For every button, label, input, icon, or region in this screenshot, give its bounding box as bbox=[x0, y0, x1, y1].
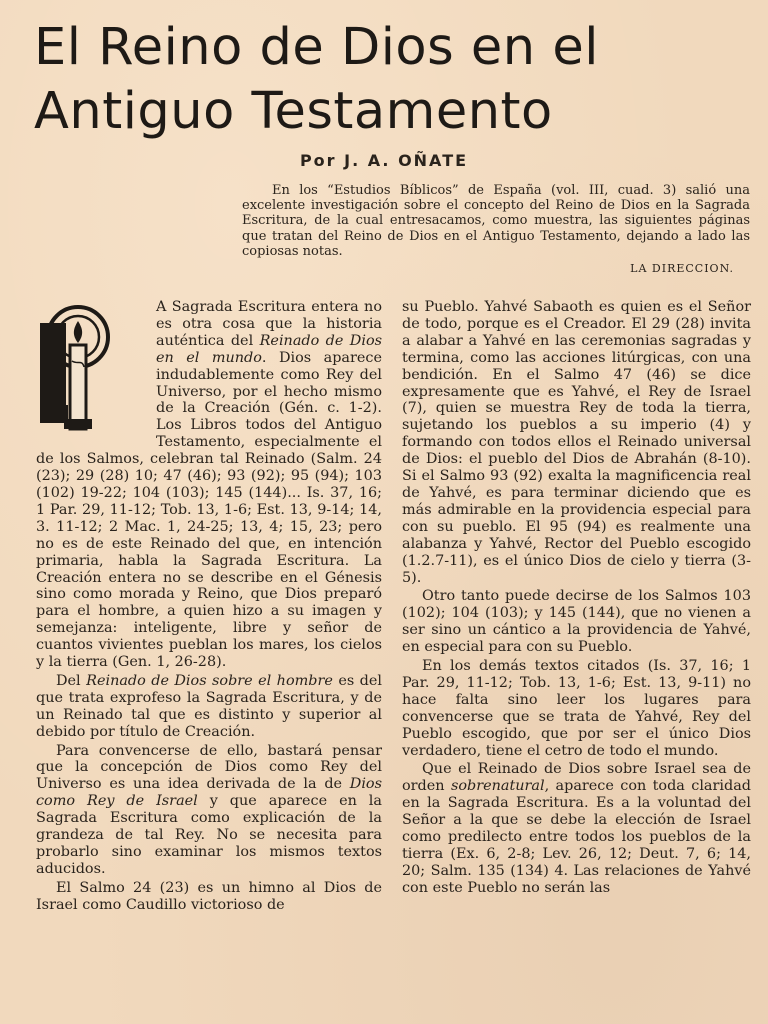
paragraph-4: El Salmo 24 (23) es un himno al Dios de Israel como Caudillo victorioso de bbox=[36, 879, 382, 913]
right-column bbox=[402, 299, 751, 899]
text-run: , aparece con toda claridad en la Sagrada Escritura. Es a la voluntad del Señor a la que se debe la elección de Israel como predilecto entre todos los pueblos de la tierra (Ex. 6, 2-8; Lev. 26, 12; Deut. 7, 6; 14, 20; Salm. 135 (134) 4. Las relaciones de Yahvé con este Pueblo no serán las bbox=[402, 778, 751, 896]
text-run: Que el Reinado de Dios sobre Israel sea de orden bbox=[402, 761, 751, 795]
text-run: A Sagrada Escritura entera no es otra cosa que la historia auténtica del bbox=[156, 299, 382, 349]
candle-icon bbox=[36, 301, 148, 437]
intro-signature: LA DIRECCION. bbox=[630, 262, 734, 275]
article-title bbox=[34, 16, 754, 144]
editorial-intro: En los “Estudios Bíblicos” de España (vol. III, cuad. 3) salió una excelente investigación sobre el concepto del Reino de Dios en la Sagrada Escritura, de la cual entresacamos, como muestra, las siguientes páginas que tratan del Reino de Dios en el Antiguo Testamento, dejando a lado las copiosas notas. bbox=[242, 183, 750, 259]
paragraph-3 bbox=[36, 743, 382, 878]
text-run: y que aparece en la Sagrada Escritura como explicación de la grandeza de tal Rey. No se necesita para probarlo sino examinar los mismos textos aducidos. bbox=[36, 793, 382, 877]
text-run: es del que trata exprofeso la Sagrada Escritura, y de un Reinado tal que es distinto y superior al debido por título de Creación. bbox=[36, 672, 382, 740]
dropcap-candle-letter bbox=[36, 301, 148, 437]
paragraph-7: En los demás textos citados (Is. 37, 16; 1 Par. 29, 11-12; Tob. 13, 1-6; Est. 13, 9-11) no hace falta sino leer los lugares para convencerse que se trata de Yahvé, Rey del Pueblo escogido, que por ser el único Dios verdadero, tiene el cetro de todo el mundo. bbox=[402, 658, 751, 759]
paragraph-8 bbox=[402, 761, 751, 896]
text-run: Para convencerse de ello, bastará pensar que la concepción de Dios como Rey del Universo es una idea derivada de la de bbox=[36, 742, 382, 793]
text-emphasis: Reinado de Dios sobre el hombre bbox=[86, 672, 333, 689]
paragraph-2 bbox=[36, 673, 382, 741]
paragraph-6: Otro tanto puede decirse de los Salmos 103 (102); 104 (103); y 145 (144), que no vienen a ser sino un cántico a la providencia de Yahvé, en especial para con su Pueblo. bbox=[402, 588, 751, 656]
text-run: Del bbox=[56, 672, 87, 689]
title-line-2: Antiguo Testamento bbox=[34, 82, 553, 141]
paragraph-5: su Pueblo. Yahvé Sabaoth es quien es el Señor de todo, porque es el Creador. El 29 (28) invita a alabar a Yahvé en las ceremonias sagradas y termina, como las acciones litúrgicas, con una bendición. En el Salmo 47 (46) se dice expresamente que es Yahvé, el Rey de Israel (7), quien se muestra Rey de toda la tierra, sujetando los pueblos a su imperio (4) y formando con todos ellos el Reinado universal de Dios: el pueblo del Dios de Abrahán (8-10). Si el Salmo 93 (92) exalta la magnificencia real de Yahvé, es para terminar diciendo que es más admirable en la providencia especial para con su pueblo. El 95 (94) es realmente una alabanza y Yahvé, Rector del Pueblo escogido (1.2.7-11), es el único Dios de cielo y tierra (3-5). bbox=[402, 299, 751, 586]
text-run: . Dios aparece indudablemente como Rey del Universo, por el hecho mismo de la Creación (Gén. c. 1-2). Los Libros todos del Antiguo Testamento, especialmente el de los Salmos, celebran tal Reinado (Salm. 24 (23); 29 (28) 10; 47 (46); 93 (92); 95 (94); 103 (102) 19-22; 104 (103); 145 (144)... Is. 37, 16; 1 Par. 29, 11-12; Tob. 13, 1-6; Est. 13, 9-14; 14, 3. 11-12; 2 Mac. 1, 24-25; 13, 4; 15, 23; pero no es de este Reinado del que, en intención primaria, habla la Sagrada Escritura. La Creación entera no se describe en el Génesis sino como morada y Reino, que Dios preparó para el hombre, a quien hizo a su imagen y semejanza: inteligente, libre y señor de cuantos vivientes pueblan los mares, los cielos y la tierra (Gen. 1, 26-28). bbox=[36, 349, 382, 671]
text-emphasis: Reinado de Dios en el mundo bbox=[156, 332, 383, 366]
text-emphasis: sobrenatural bbox=[450, 778, 545, 795]
text-emphasis: Dios como Rey de Israel bbox=[36, 776, 382, 810]
title-line-1: El Reino de Dios en el bbox=[34, 18, 599, 77]
author-byline: Por J. A. OÑATE bbox=[299, 151, 469, 170]
left-column bbox=[36, 299, 382, 916]
